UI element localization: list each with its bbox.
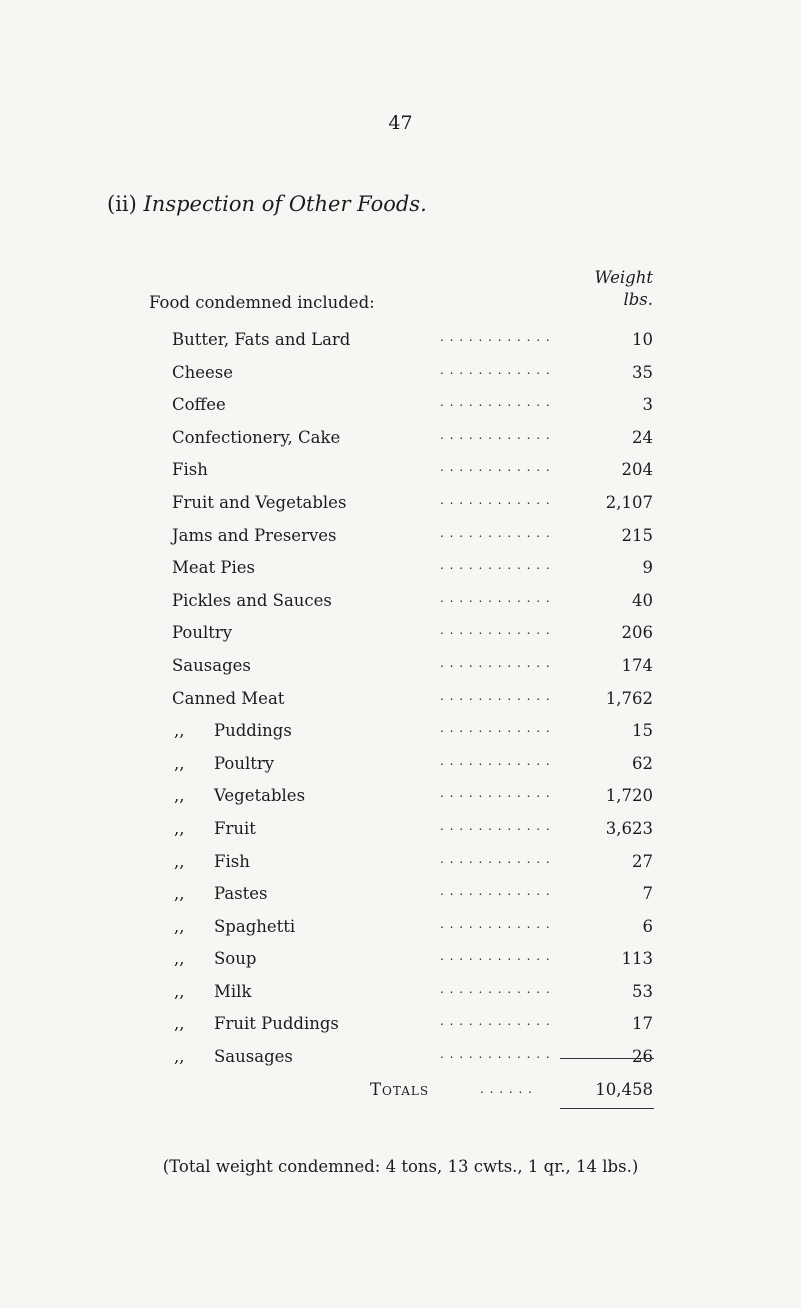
leader-dots: . . . . . . . . . . . . xyxy=(440,1047,551,1062)
section-number: (ii) xyxy=(107,192,137,216)
row-label: Confectionery, Cake xyxy=(172,427,341,447)
ditto-mark: ,, xyxy=(174,818,185,838)
row-label: Fish xyxy=(172,460,208,480)
table-row xyxy=(0,489,801,522)
row-label: Pastes xyxy=(214,884,268,904)
leader-dots: . . . . . . . . . . . . xyxy=(440,492,551,507)
ditto-mark: ,, xyxy=(174,1047,185,1067)
row-value: 7 xyxy=(642,884,653,904)
table-row xyxy=(0,782,801,815)
row-label: Milk xyxy=(214,981,252,1001)
totals-label: Totals xyxy=(370,1080,430,1099)
totals-leader-dots: . . . . . . xyxy=(480,1082,533,1096)
leader-dots: . . . . . . . . . . . . xyxy=(440,688,551,703)
table-row xyxy=(0,424,801,457)
table-row xyxy=(0,359,801,392)
row-value: 40 xyxy=(632,590,653,610)
row-label: Poultry xyxy=(172,623,233,643)
row-value: 1,762 xyxy=(605,688,653,708)
leader-dots: . . . . . . . . . . . . xyxy=(440,590,551,605)
page-number: 47 xyxy=(388,112,413,134)
table-row xyxy=(0,1043,801,1076)
table-row xyxy=(0,717,801,750)
table-row xyxy=(0,456,801,489)
totals-rule-top xyxy=(560,1058,654,1059)
ditto-mark: ,, xyxy=(174,786,185,806)
row-value: 24 xyxy=(632,427,653,447)
row-label: Spaghetti xyxy=(214,916,296,936)
row-label: Coffee xyxy=(172,395,226,415)
table-row xyxy=(0,554,801,587)
row-label: Fruit Puddings xyxy=(214,1014,339,1034)
row-label: Jams and Preserves xyxy=(172,525,337,545)
row-value: 62 xyxy=(632,753,653,773)
leader-dots: . . . . . . . . . . . . xyxy=(440,949,551,964)
leader-dots: . . . . . . . . . . . . xyxy=(440,395,551,410)
row-label: Soup xyxy=(214,949,257,969)
ditto-mark: ,, xyxy=(174,753,185,773)
row-label: Sausages xyxy=(172,655,251,675)
ditto-mark: ,, xyxy=(174,949,185,969)
table-row xyxy=(0,685,801,718)
weight-header-line1: Weight xyxy=(594,268,653,287)
table-row xyxy=(0,913,801,946)
row-label: Canned Meat xyxy=(172,688,285,708)
leader-dots: . . . . . . . . . . . . xyxy=(440,753,551,768)
leader-dots: . . . . . . . . . . . . xyxy=(440,427,551,442)
leader-dots: . . . . . . . . . . . . xyxy=(440,460,551,475)
row-label: Fruit xyxy=(214,818,256,838)
leader-dots: . . . . . . . . . . . . xyxy=(440,525,551,540)
footnote: (Total weight condemned: 4 tons, 13 cwts., 1 qr., 14 lbs.) xyxy=(162,1157,639,1176)
row-label: Butter, Fats and Lard xyxy=(172,330,351,349)
row-value: 215 xyxy=(621,525,653,545)
row-label: Vegetables xyxy=(214,786,306,806)
table-row xyxy=(0,848,801,881)
leader-dots: . . . . . . . . . . . . xyxy=(440,623,551,638)
row-label: Fruit and Vegetables xyxy=(172,492,347,512)
leader-dots: . . . . . . . . . . . . xyxy=(440,884,551,899)
weight-column-header xyxy=(573,267,653,311)
table-row xyxy=(0,978,801,1011)
row-value: 6 xyxy=(642,916,653,936)
table-row xyxy=(0,945,801,978)
row-label: Puddings xyxy=(214,721,292,741)
leader-dots: . . . . . . . . . . . . xyxy=(440,721,551,736)
food-table xyxy=(0,326,801,1076)
leader-dots: . . . . . . . . . . . . xyxy=(440,1014,551,1029)
ditto-mark: ,, xyxy=(174,916,185,936)
leader-dots: . . . . . . . . . . . . xyxy=(440,558,551,573)
leader-dots: . . . . . . . . . . . . xyxy=(440,362,551,377)
row-value: 10 xyxy=(632,330,653,349)
row-value: 3 xyxy=(642,395,653,415)
row-value: 3,623 xyxy=(605,818,653,838)
leader-dots: . . . . . . . . . . . . xyxy=(440,851,551,866)
table-row xyxy=(0,815,801,848)
table-row xyxy=(0,619,801,652)
table-row xyxy=(0,880,801,913)
table-row xyxy=(0,391,801,424)
table-row xyxy=(0,750,801,783)
ditto-mark: ,, xyxy=(174,884,185,904)
leader-dots: . . . . . . . . . . . . xyxy=(440,655,551,670)
ditto-mark: ,, xyxy=(174,721,185,741)
table-row xyxy=(0,326,801,359)
leader-dots: . . . . . . . . . . . . xyxy=(440,981,551,996)
row-value: 35 xyxy=(632,362,653,382)
section-heading: Inspection of Other Foods. xyxy=(143,192,427,216)
row-label: Poultry xyxy=(214,753,275,773)
row-value: 27 xyxy=(632,851,653,871)
leader-dots: . . . . . . . . . . . . xyxy=(440,818,551,833)
ditto-mark: ,, xyxy=(174,1014,185,1034)
leader-dots: . . . . . . . . . . . . xyxy=(440,330,551,344)
weight-header-line2: lbs. xyxy=(623,290,653,309)
row-value: 174 xyxy=(621,655,653,675)
row-value: 113 xyxy=(621,949,653,969)
row-value: 206 xyxy=(621,623,653,643)
row-value: 15 xyxy=(632,721,653,741)
table-header-label: Food condemned included: xyxy=(149,293,375,312)
table-row xyxy=(0,522,801,555)
leader-dots: . . . . . . . . . . . . xyxy=(440,786,551,801)
ditto-mark: ,, xyxy=(174,851,185,871)
leader-dots: . . . . . . . . . . . . xyxy=(440,916,551,931)
row-value: 9 xyxy=(642,558,653,578)
table-row xyxy=(0,652,801,685)
row-label: Fish xyxy=(214,851,250,871)
table-row xyxy=(0,1010,801,1043)
table-row xyxy=(0,587,801,620)
row-value: 204 xyxy=(621,460,653,480)
totals-rule-bottom xyxy=(560,1108,654,1109)
ditto-mark: ,, xyxy=(174,981,185,1001)
totals-value: 10,458 xyxy=(595,1080,653,1099)
row-label: Pickles and Sauces xyxy=(172,590,332,610)
row-label: Meat Pies xyxy=(172,558,255,578)
row-value: 17 xyxy=(632,1014,653,1034)
row-label: Cheese xyxy=(172,362,234,382)
row-label: Sausages xyxy=(214,1047,293,1067)
section-title xyxy=(107,192,427,216)
row-value: 53 xyxy=(632,981,653,1001)
row-value: 1,720 xyxy=(605,786,653,806)
row-value: 2,107 xyxy=(605,492,653,512)
row-value: 26 xyxy=(632,1047,653,1067)
